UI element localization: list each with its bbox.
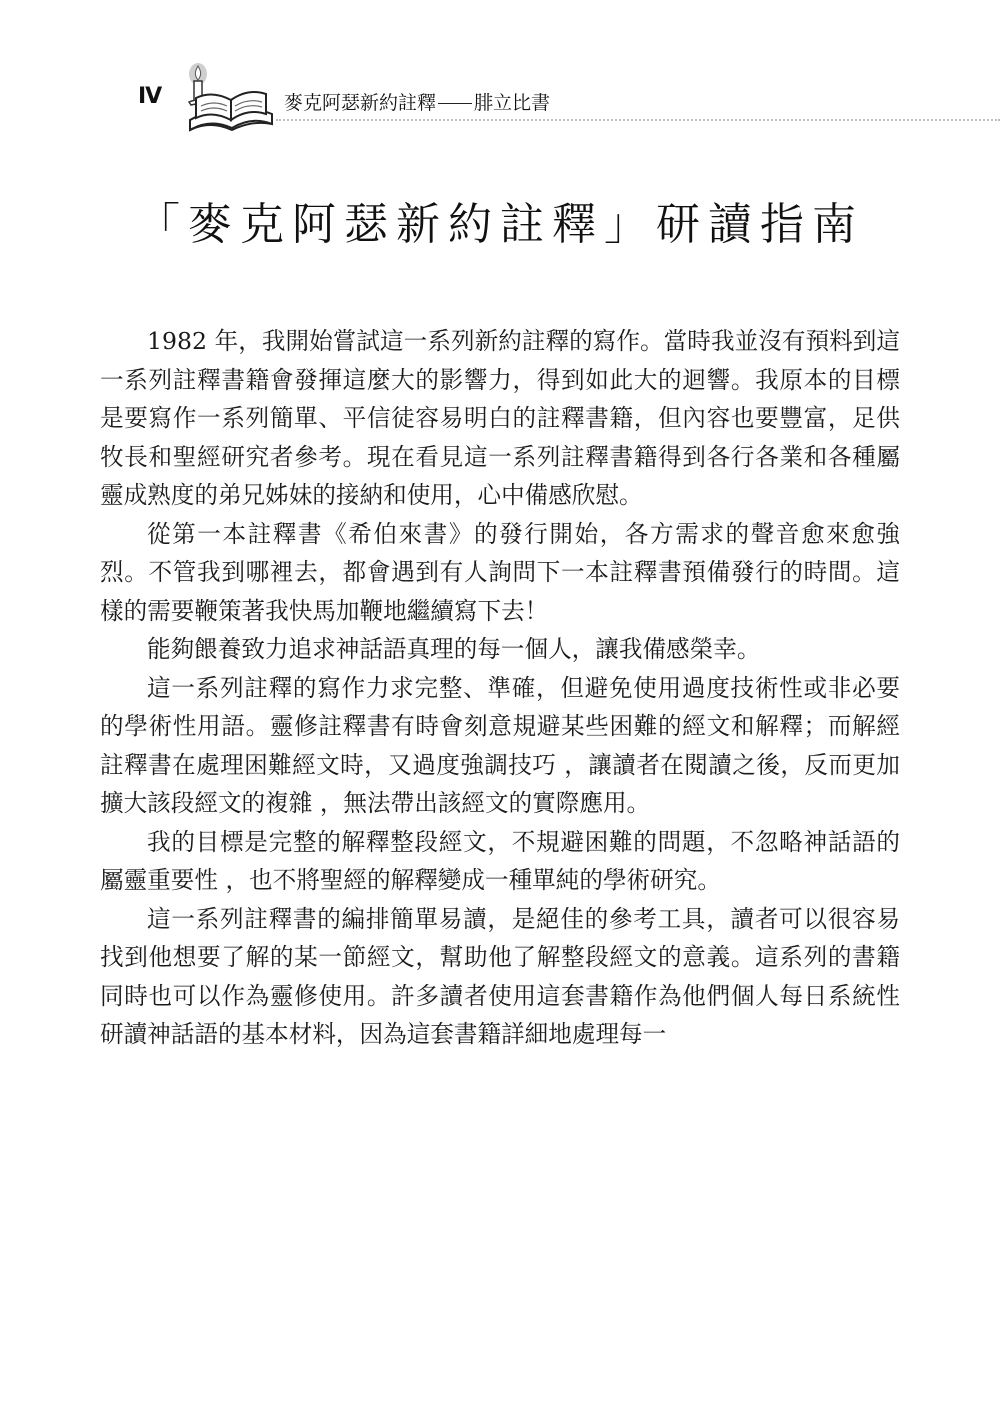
running-head [284,88,550,115]
book-title: 腓立比書 [474,92,551,114]
paragraph: 這一系列註釋的寫作力求完整、準確，但避免使用過度技術性或非必要的學術性用語。靈修註釋書有時會刻意規避某些困難的經文和解釋；而解經註釋書在處理困難經文時，又過度強調技巧 ，讓讀者在閱讀之後，反而更加擴大該段經文的複雜 ，無法帶出該經文的實際應用。 [100,673,900,817]
paragraph: 從第一本註釋書《希伯來書》的發行開始，各方需求的聲音愈來愈強烈。不管我到哪裡去，都會遇到有人詢問下一本註釋書預備發行的時間。這樣的需要鞭策著我快馬加鞭地繼續寫下去！ [100,519,900,625]
header-dash [438,103,472,104]
series-title: 麥克阿瑟新約註釋 [284,92,437,114]
paragraph: 1982 年，我開始嘗試這一系列新約註釋的寫作。當時我並沒有預料到這一系列註釋書籍會發揮這麼大的影響力，得到如此大的迴響。我原本的目標是要寫作一系列簡單、平信徒容易明白的註釋書籍，但內容也要豐富，足供牧長和聖經研究者參考。現在看見這一系列註釋書籍得到各行各業和各種屬靈成熟度的弟兄姊妹的接納和使用，心中備感欣慰。 [100,327,900,509]
page-title: 「麥克阿瑟新約註釋」研讀指南 [136,199,864,250]
header-rule [276,119,1000,121]
paragraph: 這一系列註釋書的編排簡單易讀，是絕佳的參考工具，讀者可以很容易找到他想要了解的某一節經文，幫助他了解整段經文的意義。這系列的書籍同時也可以作為靈修使用。許多讀者使用這套書籍作為他們個人每日系統性研讀神話語的基本材料，因為這套書籍詳細地處理每一 [100,904,900,1048]
page-number: Ⅳ [138,84,164,109]
book-candle-icon [176,62,276,136]
body-text [100,322,900,1054]
paragraph: 我的目標是完整的解釋整段經文，不規避困難的問題，不忽略神話語的屬靈重要性 ，也不將聖經的解釋變成一種單純的學術研究。 [100,827,900,894]
paragraph: 能夠餵養致力追求神話語真理的每一個人，讓我備感榮幸。 [147,635,761,663]
